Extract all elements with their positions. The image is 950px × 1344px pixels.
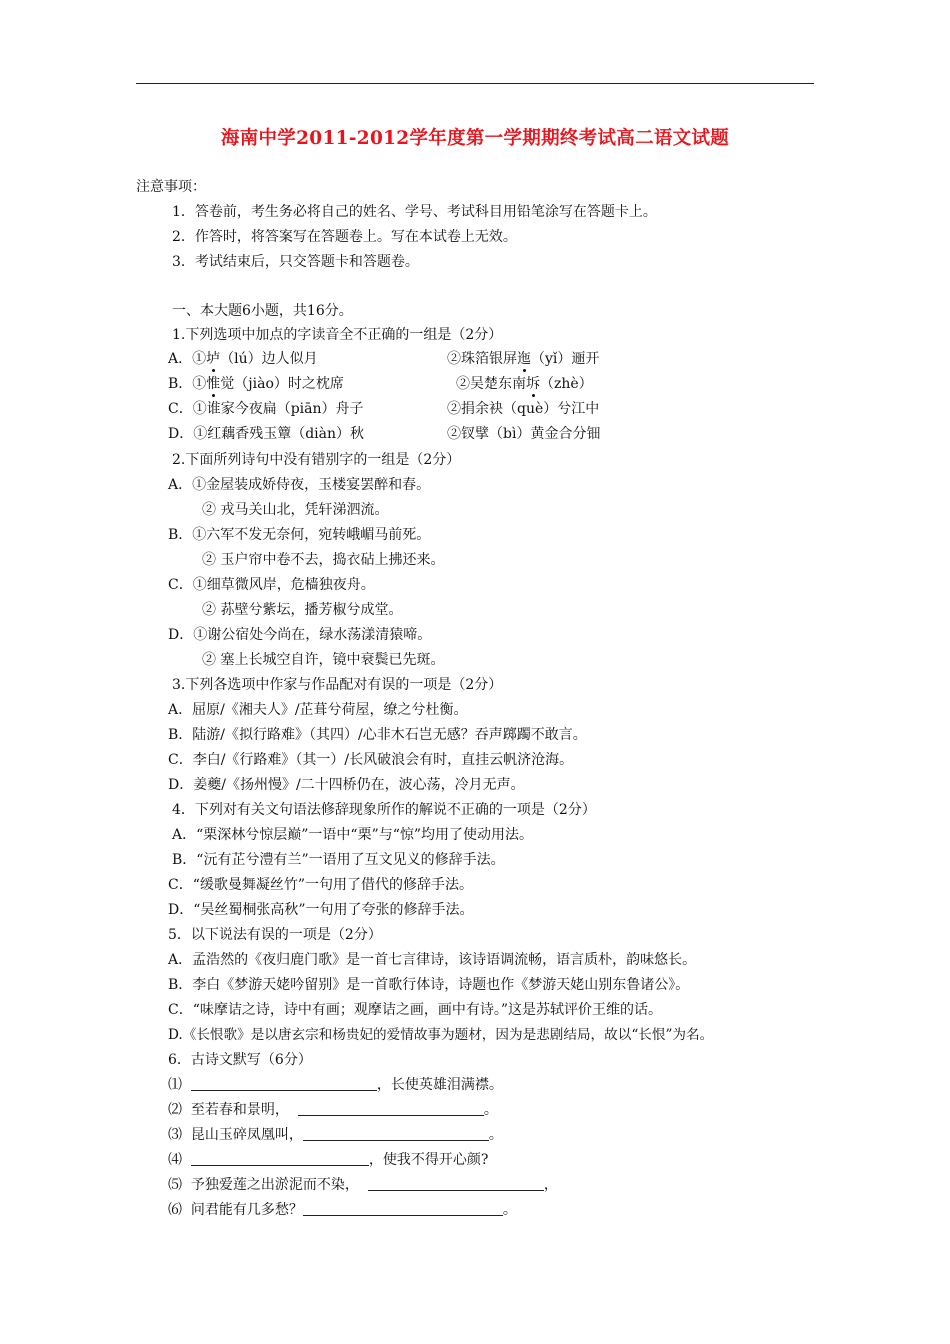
question-2-stem: 2.下面所列诗句中没有错别字的一组是（2分） <box>172 452 461 468</box>
q2-line: ② 荪壁兮紫坛，播芳椒兮成堂。 <box>202 602 403 618</box>
recitation-item-5: ⑸ 予独爱莲之出淤泥而不染， ， <box>168 1177 558 1193</box>
q1-option-d-2: ②钗擘（bì）黄金合分钿 <box>447 426 601 442</box>
question-1-stem: 1.下列选项中加点的字读音全不正确的一组是（2分） <box>172 327 503 343</box>
q3-option: D．姜夔/《扬州慢》/二十四桥仍在，波心荡，冷月无声。 <box>168 777 525 793</box>
notice-item: 2．作答时，将答案写在答题卷上。写在本试卷上无效。 <box>172 229 517 245</box>
q5-option: D.《长恨歌》是以唐玄宗和杨贵妃的爱情故事为题材，因为是悲剧结局，故以“长恨”为名。 <box>168 1027 714 1043</box>
q1-option-a-2: ②珠箔银屏迤（yǐ）逦开 <box>447 351 600 367</box>
q4-option: A．“栗深林兮惊层巅”一语中“栗”与“惊”均用了使动用法。 <box>172 827 534 843</box>
q2-line: D．①谢公宿处今尚在，绿水荡漾清猿啼。 <box>168 627 432 643</box>
q1-option-c-1: C．①谁家今夜扁（piān）舟子 <box>168 401 364 417</box>
answer-blank[interactable] <box>191 1152 369 1166</box>
answer-blank[interactable] <box>303 1127 489 1141</box>
q4-option: D．“吴丝蜀桐张高秋”一句用了夸张的修辞手法。 <box>168 902 474 918</box>
answer-blank[interactable] <box>298 1102 484 1116</box>
dotted-char: 垆 <box>206 351 221 367</box>
q2-line: A．①金屋装成娇侍夜，玉楼宴罢醉和春。 <box>168 477 431 493</box>
q2-line: C．①细草微风岸，危樯独夜舟。 <box>168 577 375 593</box>
recitation-item-3: ⑶ 昆山玉碎凤凰叫， 。 <box>168 1127 503 1143</box>
dotted-char: 惟 <box>206 376 221 392</box>
recitation-item-1: ⑴ ，长使英雄泪满襟。 <box>168 1077 503 1093</box>
q4-option: C．“缓歌曼舞凝丝竹”一句用了借代的修辞手法。 <box>168 877 474 893</box>
question-4-stem: 4．下列对有关文句语法修辞现象所作的解说不正确的一项是（2分） <box>172 802 596 818</box>
question-5-stem: 5．以下说法有误的一项是（2分） <box>168 927 382 943</box>
q1-option-c-2: ②捐余袂（què）兮江中 <box>447 401 600 417</box>
exam-title: 海南中学2011-2012学年度第一学期期终考试高二语文试题 <box>220 128 730 149</box>
q1-option-a-1: A．①垆（lú）边人似月 <box>168 351 318 367</box>
answer-blank[interactable] <box>191 1077 377 1091</box>
q4-option: B．“沅有芷兮澧有兰”一语用了互文见义的修辞手法。 <box>172 852 505 868</box>
notice-item: 3．考试结束后，只交答题卡和答题卷。 <box>172 254 419 270</box>
question-3-stem: 3.下列各选项中作家与作品配对有误的一项是（2分） <box>172 677 503 693</box>
q1-option-b-2: ②吴楚东南坼（zhè） <box>456 376 593 392</box>
q2-line: ② 玉户帘中卷不去，捣衣砧上拂还来。 <box>202 552 445 568</box>
recitation-item-2: ⑵ 至若春和景明， 。 <box>168 1102 498 1118</box>
recitation-item-4: ⑷ ，使我不得开心颜? <box>168 1152 489 1168</box>
q2-line: ② 塞上长城空自许，镜中衰鬓已先斑。 <box>202 652 445 668</box>
recitation-item-6: ⑹ 问君能有几多愁？ 。 <box>168 1202 517 1218</box>
q2-line: ② 戎马关山北，凭轩涕泗流。 <box>202 502 389 518</box>
section-heading: 一、本大题6小题，共16分。 <box>172 303 353 319</box>
dotted-char: 迤 <box>517 351 531 367</box>
notice-heading: 注意事项： <box>136 179 206 195</box>
q2-line: B．①六军不发无奈何，宛转峨嵋马前死。 <box>168 527 431 543</box>
q3-option: C．李白/《行路难》（其一）/长风破浪会有时，直挂云帆济沧海。 <box>168 752 574 768</box>
q5-option: A．孟浩然的《夜归鹿门歌》是一首七言律诗，该诗语调流畅，语言质朴，韵味悠长。 <box>168 952 697 968</box>
q3-option: A．屈原/《湘夫人》/芷葺兮荷屋，缭之兮杜衡。 <box>168 702 468 718</box>
q1-option-d-1: D．①红藕香残玉簟（diàn）秋 <box>168 426 365 442</box>
q5-option: C．“味摩诘之诗，诗中有画；观摩诘之画，画中有诗。”这是苏轼评价王维的话。 <box>168 1002 663 1018</box>
q1-option-b-1: B．①惟觉（jiào）时之枕席 <box>168 376 344 392</box>
q5-option: B．李白《梦游天姥吟留别》是一首歌行体诗，诗题也作《梦游天姥山别东鲁诸公》。 <box>168 977 690 993</box>
answer-blank[interactable] <box>368 1177 544 1191</box>
q3-option: B．陆游/《拟行路难》（其四）/心非木石岂无感？吞声踯躅不敢言。 <box>168 727 587 743</box>
question-6-stem: 6．古诗文默写（6分） <box>168 1052 312 1068</box>
answer-blank[interactable] <box>303 1202 503 1216</box>
header-rule <box>136 83 814 84</box>
notice-item: 1．答卷前，考生务必将自己的姓名、学号、考试科目用铅笔涂写在答题卡上。 <box>172 204 657 220</box>
dotted-char: 坼 <box>526 376 540 392</box>
